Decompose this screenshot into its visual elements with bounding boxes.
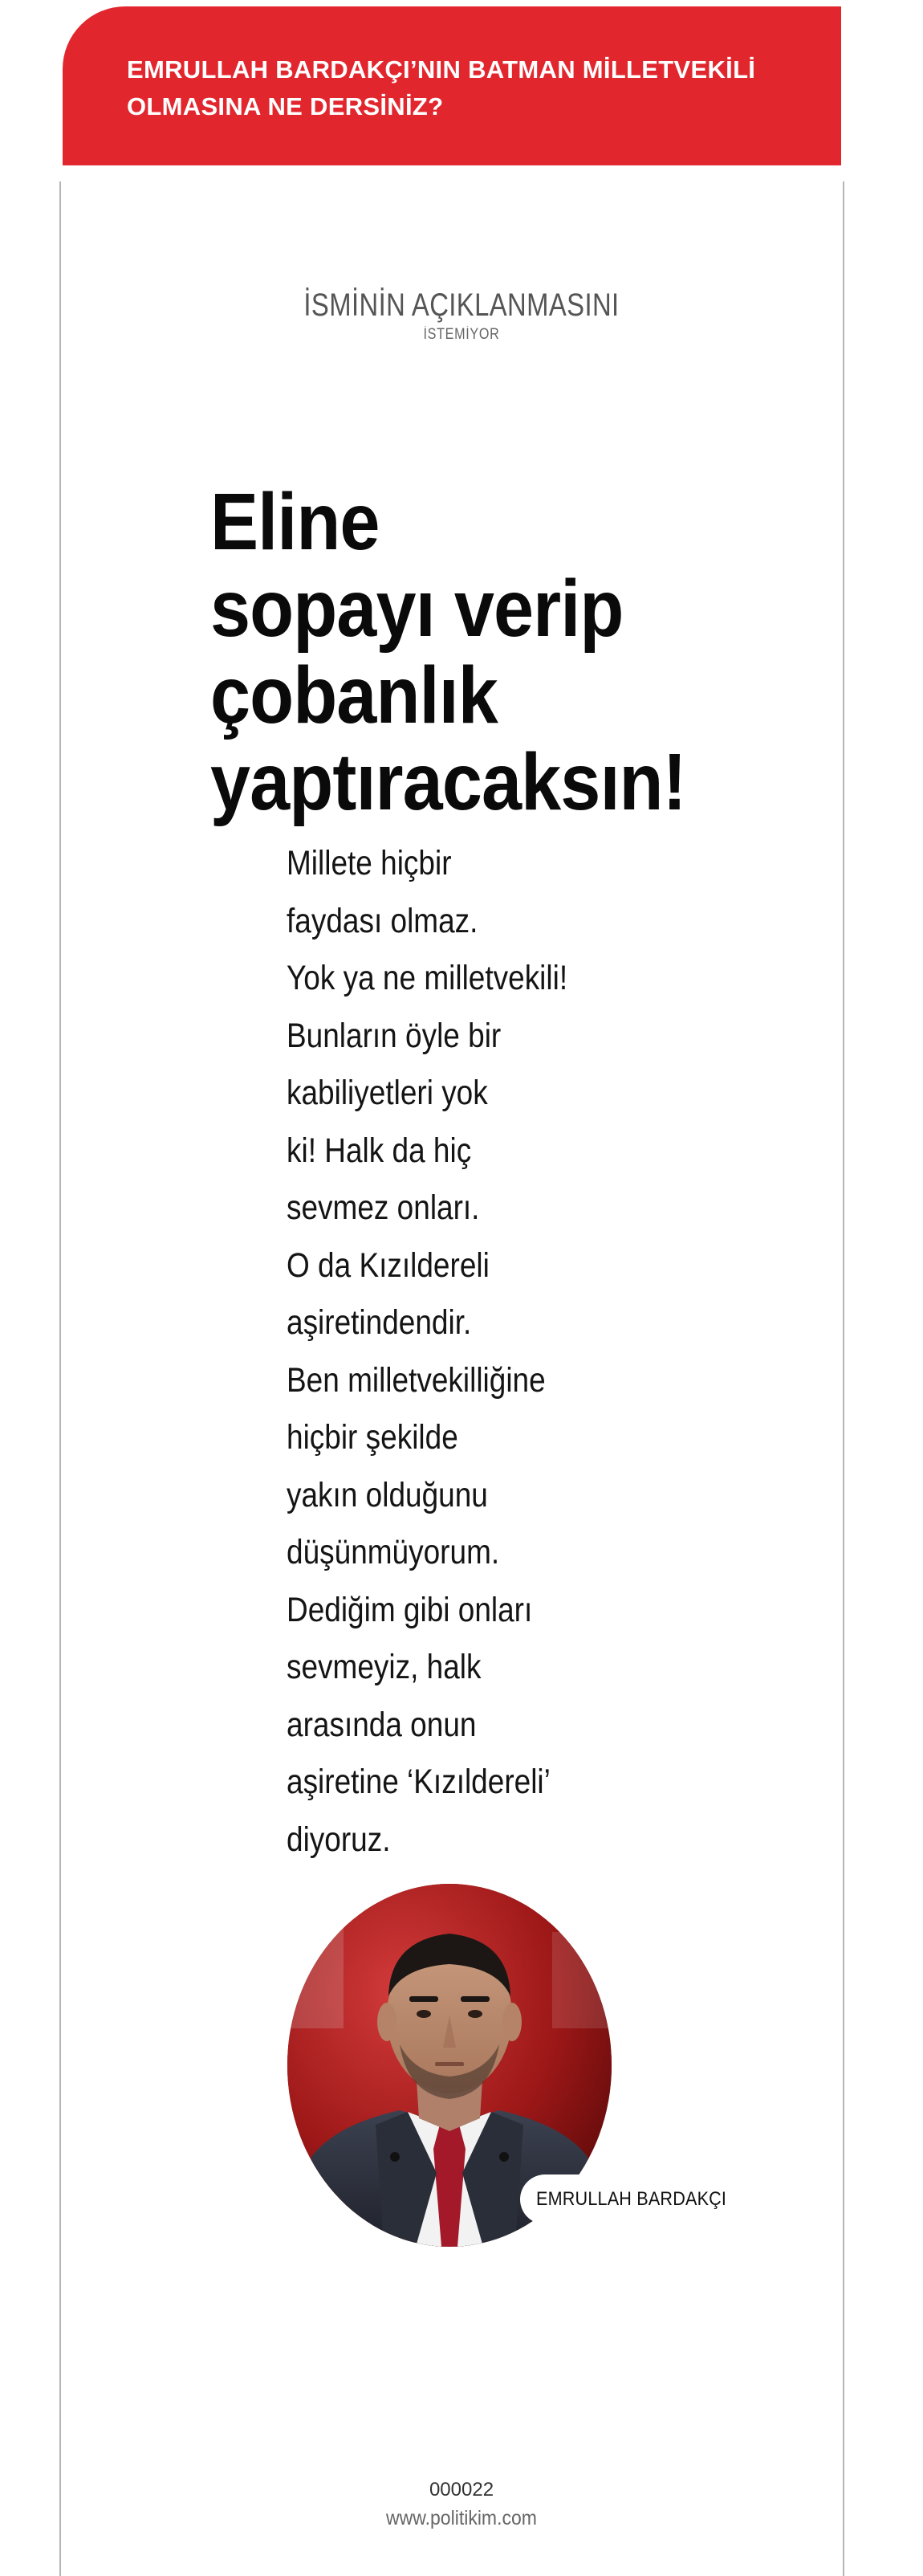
- headline-line: çobanlık: [210, 650, 498, 740]
- quote-line: diyoruz.: [287, 1820, 391, 1859]
- headline-line: yaptıracaksın!: [210, 737, 686, 827]
- quote-line: Millete hiçbir: [287, 844, 452, 882]
- quote-line: faydası olmaz.: [287, 901, 478, 940]
- quote-line: yakın olduğunu: [287, 1475, 488, 1514]
- headline: [210, 479, 820, 825]
- quote-line: O da Kızıldereli: [287, 1245, 490, 1285]
- quote-line: aşiretindendir.: [287, 1303, 472, 1342]
- page-code: 000022: [429, 2479, 494, 2501]
- headline-line: Eline: [210, 477, 380, 567]
- quote-line: aşiretine ‘Kızıldereli’: [287, 1763, 551, 1801]
- quote-line: kabiliyetleri yok: [287, 1074, 488, 1112]
- quote-line: arasında onun: [287, 1705, 477, 1744]
- quote-line: sevmez onları.: [287, 1188, 480, 1227]
- name-caption: [520, 2175, 761, 2224]
- quote-line: hiçbir şekilde: [287, 1418, 458, 1457]
- header-banner: [63, 6, 841, 165]
- headline-line: sopayı verip: [210, 564, 624, 654]
- person-name: EMRULLAH BARDAKÇI: [536, 2188, 727, 2210]
- quote-line: Bunların öyle bir: [287, 1016, 502, 1055]
- footer: [0, 2478, 923, 2531]
- quote-line: Yok ya ne milletvekili!: [287, 959, 568, 997]
- source-sublabel: İSTEMİYOR: [423, 326, 500, 343]
- source-label: İSMİNİN AÇIKLANMASINI: [303, 287, 620, 323]
- quote-line: düşünmüyorum.: [287, 1533, 500, 1571]
- website-url: www.politikim.com: [386, 2507, 537, 2529]
- quote-line: ki! Halk da hiç: [287, 1131, 472, 1170]
- source-block: [0, 286, 923, 344]
- quote-body: [287, 835, 704, 1869]
- quote-line: sevmeyiz, halk: [287, 1648, 482, 1686]
- banner-title: EMRULLAH BARDAKÇI’NIN BATMAN MİLLETVEKİLİ OLMASINA NE DERSİNİZ?: [127, 55, 756, 120]
- quote-line: Dediğim gibi onları: [287, 1590, 533, 1629]
- quote-line: Ben milletvekilliğine: [287, 1360, 546, 1400]
